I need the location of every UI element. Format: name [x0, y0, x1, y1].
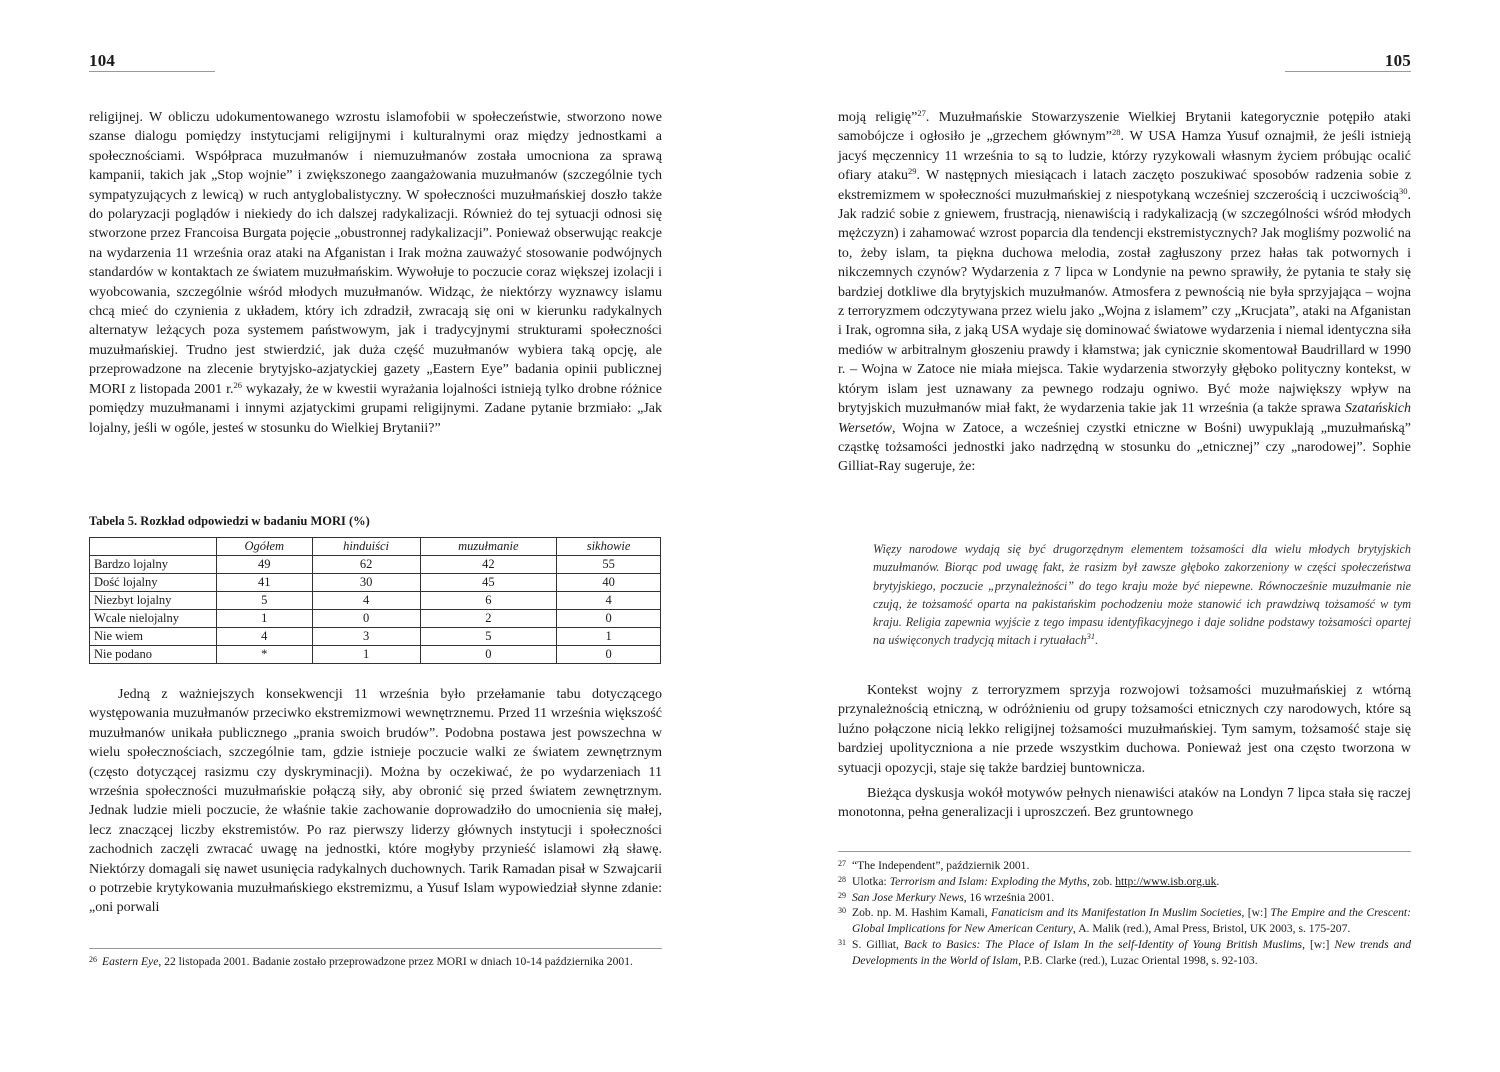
- left-body-text: [89, 108, 662, 438]
- table-cell: 6: [420, 592, 557, 610]
- table-cell: 3: [312, 628, 420, 646]
- header-rule: [89, 71, 215, 72]
- footnote-number: 29: [838, 890, 846, 900]
- footnote: 27 “The Independent”, październik 2001.: [838, 859, 1030, 872]
- table-header-row: [90, 538, 661, 556]
- footnotes: [838, 858, 1411, 969]
- table-cell: 45: [420, 574, 557, 592]
- table-row: [90, 556, 661, 574]
- right-body-text-2: [838, 681, 1411, 823]
- block-quote: Więzy narodowe wydają się być drugorzędnym elementem tożsamości dla wielu młodych brytyjskich muzułmanów. Biorąc pod uwagę fakt, że rasizm był zawsze głęboko zakorzeniony w części społeczeństwa brytyjskiego, poczucie „przynależności” do tego kraju może być niepewne. Równocześnie muzułmanie nie czują, że tożsamość oparta na pakistańskim pochodzeniu może stanowić ich prawdziwą tożsamość w tym kraju. Religia zapewnia wyjście z tego impasu identyfikacyjnego i daje solidne podstawy tożsamości opartej na uświęconych tradycją mitach i rytuałach$^{31}$.: [873, 542, 1411, 648]
- table-cell: 40: [557, 574, 661, 592]
- footnote-number: 26: [89, 955, 97, 964]
- table-cell: 5: [217, 592, 313, 610]
- footnote: 31 S. Gilliat, Back to Basics: The Place of Islam In the self-Identity of Young British Muslims, [w:] New trends and Developments in the World of Islam, P.B. Clarke (red.), Luzac Oriental 1998, s. 92-103.: [838, 937, 1412, 967]
- table-header-cell: hinduiści: [312, 538, 420, 556]
- header-rule: [1285, 71, 1411, 72]
- table-header-cell: Ogółem: [217, 538, 313, 556]
- table-cell: Wcale nielojalny: [90, 610, 217, 628]
- table-cell: 4: [312, 592, 420, 610]
- table-cell: 0: [420, 646, 557, 664]
- table-cell: Dość lojalny: [90, 574, 217, 592]
- table-cell: 41: [217, 574, 313, 592]
- footnote-link[interactable]: http://www.isb.org.uk: [1115, 874, 1217, 888]
- table-cell: 1: [217, 610, 313, 628]
- table-cell: 2: [420, 610, 557, 628]
- paragraph: Jedną z ważniejszych konsekwencji 11 września było przełamanie tabu dotyczącego występowania muzułmanów przeciwko ekstremizmowi wewnętrznemu. Przed 11 września większość muzułmanów unikała publicznego „prania swoich brudów”. Podobna postawa jest powszechna w wielu społecznościach, szczególnie tam, gdzie istnieje poczucie walki ze światem zewnętrznym (często dotyczącej rasizmu czy dyskryminacji). Można by oczekiwać, że po wydarzeniach 11 września społeczności muzułmańskie połączą siły, aby obronić się przed światem zewnętrznym. Jednak ludzie mieli poczucie, że właśnie takie zachowanie doprowadziło do umocnienia się małej, lecz znaczącej liczby ekstremistów. Po raz pierwszy liderzy głównych instytucji i społeczności zachodnich zaczęli zwracać uwagę na jednostki, które mogłyby przynieść islamowi złą sławę. Niektórzy domagali się nawet usunięcia radykalnych duchownych. Tarik Ramadan pisał w Szwajcarii o potrzebie krytykowania muzułmańskiego ekstremizmu, a Yusuf Islam wypowiedział słynne zdanie: „oni porwali: [89, 687, 662, 916]
- table-cell: Nie podano: [90, 646, 217, 664]
- footnote-rule: [89, 948, 662, 949]
- table-cell: 0: [557, 646, 661, 664]
- footnote-ref[interactable]: 30: [1399, 185, 1408, 196]
- table-row: [90, 574, 661, 592]
- footnote-number: 30: [838, 906, 846, 916]
- table-cell: 55: [557, 556, 661, 574]
- page-number: 105: [1384, 51, 1411, 70]
- footnote-ref[interactable]: 27: [917, 108, 926, 118]
- table-cell: 4: [557, 592, 661, 610]
- paragraph: Kontekst wojny z terroryzmem sprzyja rozwojowi tożsamości muzułmańskiej z wtórną przynależnością etniczną, w odróżnieniu od grupy tożsamości etnicznych czy narodowych, które są luźno połączone nicią lekko religijnej tożsamości muzułmańskiej. Tym samym, tożsamość staje się bardziej upolityczniona a nie przede wszystkim duchowa. Ponieważ jest ona często tworzona w sytuacji opozycji, staje się także bardziej buntownicza.: [838, 683, 1411, 776]
- footnote-ref[interactable]: 28: [1112, 127, 1121, 138]
- paragraph: Bieżąca dyskusja wokół motywów pełnych nienawiści ataków na Londyn 7 lipca stała się raczej monotonna, pełna generalizacji i uproszczeń. Bez gruntownego: [838, 786, 1411, 821]
- table-header-cell: sikhowie: [557, 538, 661, 556]
- right-page: [838, 0, 1411, 1072]
- table-cell: Niezbyt lojalny: [90, 592, 217, 610]
- mori-table: [89, 537, 661, 664]
- table-cell: 49: [217, 556, 313, 574]
- table-cell: 30: [312, 574, 420, 592]
- table-cell: 1: [312, 646, 420, 664]
- footnote-ref[interactable]: 29: [907, 166, 917, 177]
- left-body-text-2: [89, 685, 662, 918]
- footnote: 29 San Jose Merkury News, 16 września 2001.: [838, 890, 1055, 904]
- table-row: [90, 628, 661, 646]
- table-cell: 62: [312, 556, 420, 574]
- table-cell: Nie wiem: [90, 628, 217, 646]
- table-header-cell: [90, 538, 217, 556]
- table-cell: 4: [217, 628, 313, 646]
- footnote-rule: [838, 851, 1411, 852]
- footnote: 30 Zob. np. M. Hashim Kamali, Fanaticism and its Manifestation In Muslim Societies, [w:] The Empire and the Crescent: Global Implications for New American Century, A. Malik (red.), Amal Press, Bristol, UK 2003, s. 175-207.: [838, 906, 1412, 936]
- left-page: [89, 0, 662, 1072]
- right-body-text: [838, 108, 1411, 477]
- table-caption: Tabela 5. Rozkład odpowiedzi w badaniu MORI (%): [89, 514, 370, 528]
- table-cell: 0: [557, 610, 661, 628]
- footnote: 26 Eastern Eye, 22 listopada 2001. Badanie zostało przeprowadzone przez MORI w dniach 10-14 października 2001.: [89, 955, 633, 968]
- table-cell: 1: [557, 628, 661, 646]
- footnote-number: 27: [838, 859, 846, 868]
- table-row: [90, 610, 661, 628]
- table-cell: Bardzo lojalny: [90, 556, 217, 574]
- footnote-number: 28: [838, 874, 846, 884]
- footnote-ref[interactable]: 26: [233, 379, 243, 390]
- table-cell: 5: [420, 628, 557, 646]
- footnote-ref[interactable]: 31: [1086, 631, 1096, 642]
- page-number: 104: [89, 51, 116, 70]
- table-header-cell: muzułmanie: [420, 538, 557, 556]
- table-cell: *: [217, 646, 313, 664]
- table-cell: 0: [312, 610, 420, 628]
- footnote: 28 Ulotka: Terrorism and Islam: Exploding the Myths, zob. http://www.isb.org.uk.: [838, 874, 1220, 888]
- table-row: [90, 592, 661, 610]
- table-row: [90, 646, 661, 664]
- paragraph: religijnej. W obliczu udokumentowanego wzrostu islamofobii w społeczeństwie, stworzono nowe szanse dialogu pomiędzy instytucjami religijnymi i kulturalnymi oraz między jednostkami a społecznościami. Współpraca muzułmanów i niemuzułmanów została umocniona za sprawą kampanii, takich jak „Stop wojnie” i zwiększonego zaangażowania muzułmanów (szczególnie tych sympatyzujących z lewicą) w ruch antyglobalistyczny. W społeczności muzułmańskiej doszło także do polaryzacji poglądów i niekiedy do ich dalszej radykalizacji. Również do tej sytuacji odnosi się stworzone przez Francoisa Burgata pojęcie „obustronnej radykalizacji”. Ponieważ obserwując reakcje na wydarzenia 11 września oraz ataki na Afganistan i Irak można zauważyć stosowanie podwójnych standardów w kontaktach ze światem muzułmańskim. Wywołuje to poczucie coraz większej izolacji i wyobcowania, szczególnie wśród młodych muzułmanów. Widząc, że niektórzy wyznawcy islamu chcą mieć do czynienia z układem, który ich zdradził, zwracają się oni w kierunku radykalnych alternatyw leżących poza systemem państwowym, jak i tradycyjnymi strukturami społeczności muzułmańskiej. Trudno jest stwierdzić, jak duża część muzułmanów wybiera taką opcję, ale przeprowadzone na zlecenie brytyjsko-azjatyckiej gazety „Eastern Eye” badania opinii publicznej MORI z listopada 2001 r.$^{26}$ wykazały, że w kwestii wyrażania lojalności istnieją tylko drobne różnice pomiędzy muzułmanami i innymi azjatyckimi grupami religijnymi. Zadane pytanie brzmiało: „Jak lojalny, jeśli w ogóle, jesteś w stosunku do Wielkiej Brytanii?”: [89, 110, 662, 436]
- table-cell: 42: [420, 556, 557, 574]
- footnote-number: 31: [838, 937, 846, 947]
- paragraph: moją religię”$^{27}$. Muzułmańskie Stowarzyszenie Wielkiej Brytanii kategorycznie potępiło ataki samobójcze i ogłosiło je „grzechem głównym”$^{28}$. W USA Hamza Yusuf oznajmił, że jeśli istnieją jacyś męczennicy 11 września to są to ludzie, którzy ryzykowali własnym życiem próbując ocalić ofiary ataku$^{29}$. W następnych miesiącach i latach zaczęto poszukiwać sposobów radzenia sobie z ekstremizmem w społeczności muzułmańskiej z niespotykaną wcześniej szczerością i uczciwością$^{30}$. Jak radzić sobie z gniewem, frustracją, nienawiścią i radykalizacją (w szczególności wśród młodych mężczyzn) i zahamować wzrost poparcia dla tendencji ekstremistycznych? Jak mogliśmy pozwolić na to, żeby islam, ta piękna duchowa melodia, został zagłuszony przez hałas tak potwornych i nikczemnych czynów? Wydarzenia z 7 lipca w Londynie na pewno sprawiły, że pytania te stały się bardziej dotkliwe dla brytyjskich muzułmanów. Atmosfera z pewnością nie była sprzyjająca – wojna z terroryzmem odczytywana przez wielu jako „Wojna z islamem” czy „Krucjata”, ataki na Afganistan i Irak, ogromna siła, z jaką USA wydaje się dominować światowe wydarzenia i niemal identyczna siła mediów w arbitralnym głoszeniu prawdy i kłamstwa; jak cynicznie skomentował Baudrillard w 1990 r. – Wojna w Zatoce nie miała miejsca. Takie wydarzenia stworzyły głęboko polityczny kontekst, w którym islam jest uznawany za pewnego rodzaju ogniwo. Być może największy wpływ na brytyjskich muzułmanów miał fakt, że wydarzenia takie jak 11 września (a także sprawa Szatańskich Wersetów, Wojna w Zatoce, a wcześniej czystki etniczne w Bośni) uwypuklają „muzułmańską” cząstkę tożsamości jednostki jako nadrzędną w stosunku do „etnicznej” czy „narodowej”. Sophie Gilliat-Ray sugeruje, że:: [838, 108, 1412, 475]
- footnotes: [89, 954, 662, 970]
